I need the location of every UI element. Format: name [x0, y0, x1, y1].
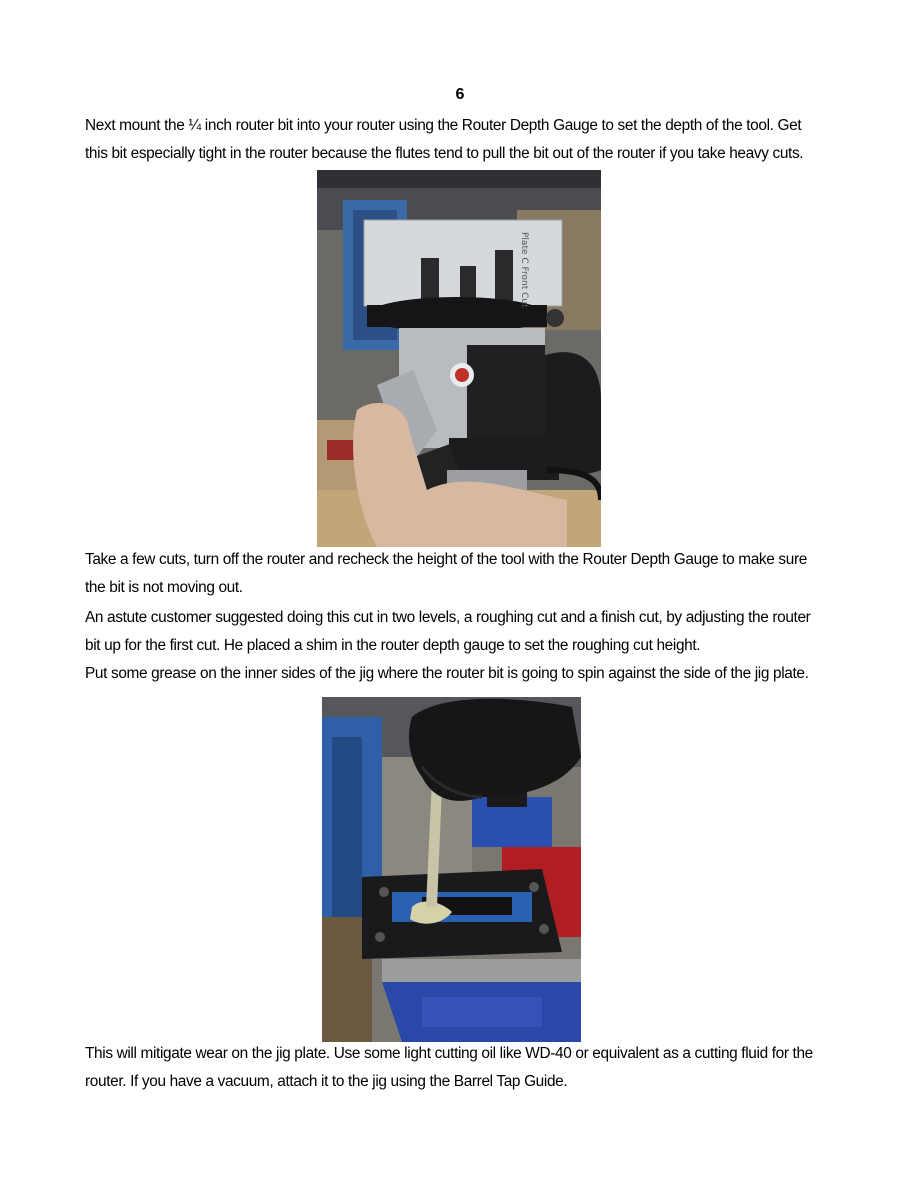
gauge-engraving: Plate C Front Cut — [519, 232, 529, 308]
jig-grease-photo — [322, 697, 581, 1042]
paragraph-roughing-cut — [85, 604, 845, 660]
text-line: Next mount the ¼ inch router bit into your router using the Router Depth Gauge to set the depth of the tool. Get — [85, 117, 802, 134]
text-line: bit up for the first cut. He placed a shim in the router depth gauge to set the roughing cut height. — [85, 637, 701, 654]
text-line: An astute customer suggested doing this cut in two levels, a roughing cut and a finish cut, by adjusting the router — [85, 609, 811, 626]
paragraph-take-cuts — [85, 546, 845, 602]
text-line: the bit is not moving out. — [85, 579, 243, 596]
text-line: Put some grease on the inner sides of the jig where the router bit is going to spin against the side of the jig plate. — [85, 665, 809, 682]
router-depth-gauge-image — [317, 170, 601, 547]
jig-grease-image — [322, 697, 581, 1042]
page-number: 6 — [455, 86, 465, 103]
paragraph-grease — [85, 660, 845, 688]
text-line: Take a few cuts, turn off the router and recheck the height of the tool with the Router Depth Gauge to make sure — [85, 551, 807, 568]
text-line: router. If you have a vacuum, attach it to the jig using the Barrel Tap Guide. — [85, 1073, 568, 1090]
router-depth-gauge-photo — [317, 170, 601, 547]
paragraph-mount-bit — [85, 112, 845, 168]
text-line: this bit especially tight in the router because the flutes tend to pull the bit out of the router if you take heavy cuts. — [85, 145, 804, 162]
text-line: This will mitigate wear on the jig plate. Use some light cutting oil like WD-40 or equivalent as a cutting fluid for the — [85, 1045, 813, 1062]
paragraph-mitigate-wear — [85, 1040, 845, 1096]
